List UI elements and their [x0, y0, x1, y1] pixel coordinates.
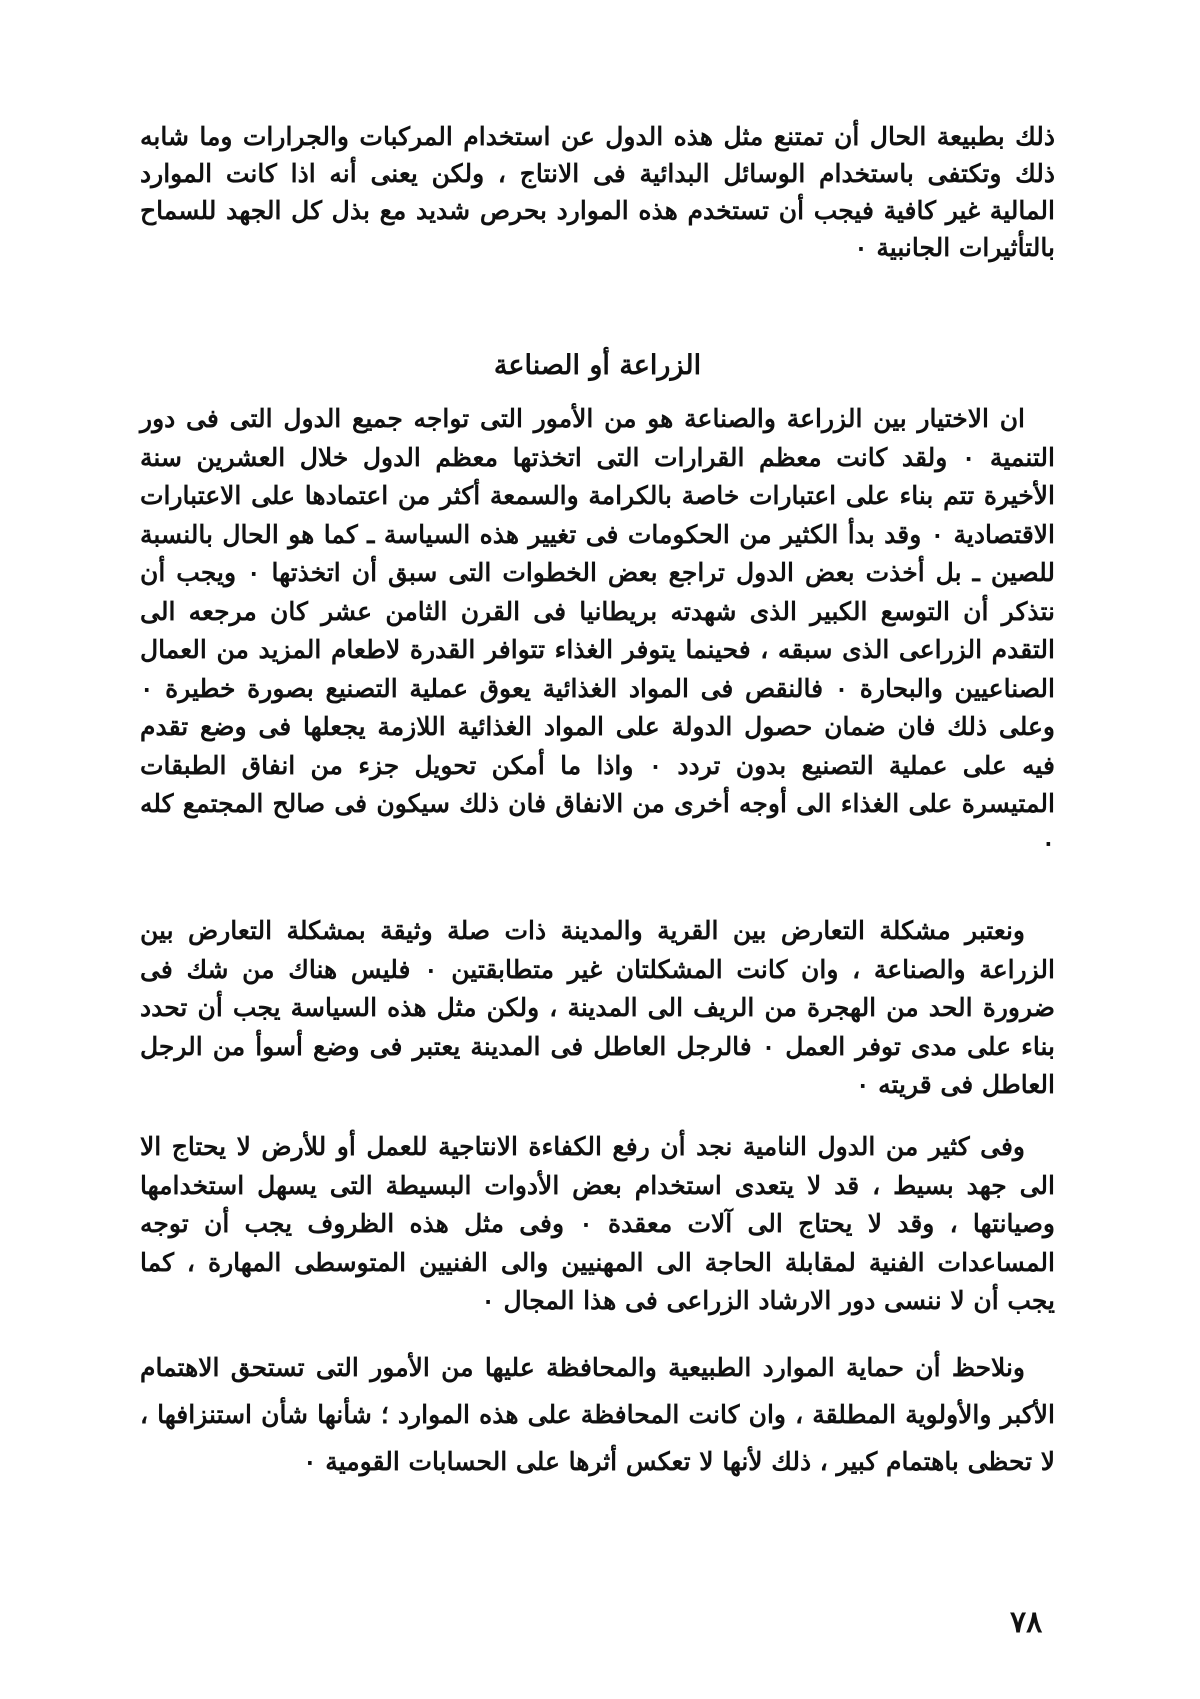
paragraph-natural-resources: ونلاحظ أن حماية الموارد الطبيعية والمحافظة عليها من الأمور التى تستحق الاهتمام الأكبر والأولوية المطلقة ، وان كانت المحافظة على هذه الموارد ؛ شأنها شأن استنزافها ، لا تحظى باهتمام كبير ، ذلك لأنها لا تعكس أثرها على الحسابات القومية ٠ — [140, 1353, 1055, 1476]
section-heading: الزراعة أو الصناعة — [493, 350, 702, 381]
paragraph-developing-countries: وفى كثير من الدول النامية نجد أن رفع الكفاءة الانتاجية للعمل أو للأرض لا يحتاج الا الى جهد بسيط ، قد لا يتعدى استخدام بعض الأدوات البسيطة التى يسهل استخدامها وصيانتها ، وقد لا يحتاج الى آلات معقدة ٠ وفى مثل هذه الظروف يجب أن توجه المساعدات الفنية لمقابلة الحاجة الى المهنيين والى الفنيين المتوسطى المهارة ، كما يجب أن لا ننسى دور الارشاد الزراعى فى هذا المجال ٠ — [140, 1132, 1055, 1315]
page-number: ٧٨ — [1010, 1605, 1043, 1640]
paragraph-village-vs-city: ونعتبر مشكلة التعارض بين القرية والمدينة ذات صلة وثيقة بمشكلة التعارض بين الزراعة والصناعة ، وان كانت المشكلتان غير متطابقتين ٠ فليس هناك من شك فى ضرورة الحد من الهجرة من الريف الى المدينة ، ولكن مثل هذه السياسة يجب أن تحدد بناء على مدى توفر العمل ٠ فالرجل العاطل فى المدينة يعتبر فى وضع أسوأ من الرجل العاطل فى قريته ٠ — [140, 916, 1055, 1099]
intro-paragraph: ذلك بطبيعة الحال أن تمتنع مثل هذه الدول عن استخدام المركبات والجرارات وما شابه ذلك وتكتفى باستخدام الوسائل البدائية فى الانتاج ، ولكن يعنى أنه اذا كانت الموارد المالية غير كافية فيجب أن تستخدم هذه الموارد بحرص شديد مع بذل كل الجهد للسماح بالتأثيرات الجانبية ٠ — [140, 122, 1055, 262]
paragraph-agriculture-vs-industry: ان الاختيار بين الزراعة والصناعة هو من الأمور التى تواجه جميع الدول التى فى دور التنمية ٠ ولقد كانت معظم القرارات التى اتخذتها معظم الدول خلال العشرين سنة الأخيرة تتم بناء على اعتبارات خاصة بالكرامة والسمعة أكثر من اعتمادها على الاعتبارات الاقتصادية ٠ وقد بدأ الكثير من الحكومات فى تغيير هذه السياسة ـ كما هو الحال بالنسبة للصين ـ بل أخذت بعض الدول تراجع بعض الخطوات التى سبق أن اتخذتها ٠ ويجب أن نتذكر أن التوسع الكبير الذى شهدته بريطانيا فى القرن الثامن عشر كان مرجعه الى التقدم الزراعى الذى سبقه ، فحينما يتوفر الغذاء تتوافر القدرة لاطعام المزيد من العمال الصناعيين والبحارة ٠ فالنقص فى المواد الغذائية يعوق عملية التصنيع بصورة خطيرة ٠ وعلى ذلك فان ضمان حصول الدولة على المواد الغذائية اللازمة يجعلها فى وضع تقدم فيه على عملية التصنيع بدون تردد ٠ واذا ما أمكن تحويل جزء من انفاق الطبقات المتيسرة على الغذاء الى أوجه أخرى من الانفاق فان ذلك سيكون فى صالح المجتمع كله ٠ — [140, 404, 1055, 857]
